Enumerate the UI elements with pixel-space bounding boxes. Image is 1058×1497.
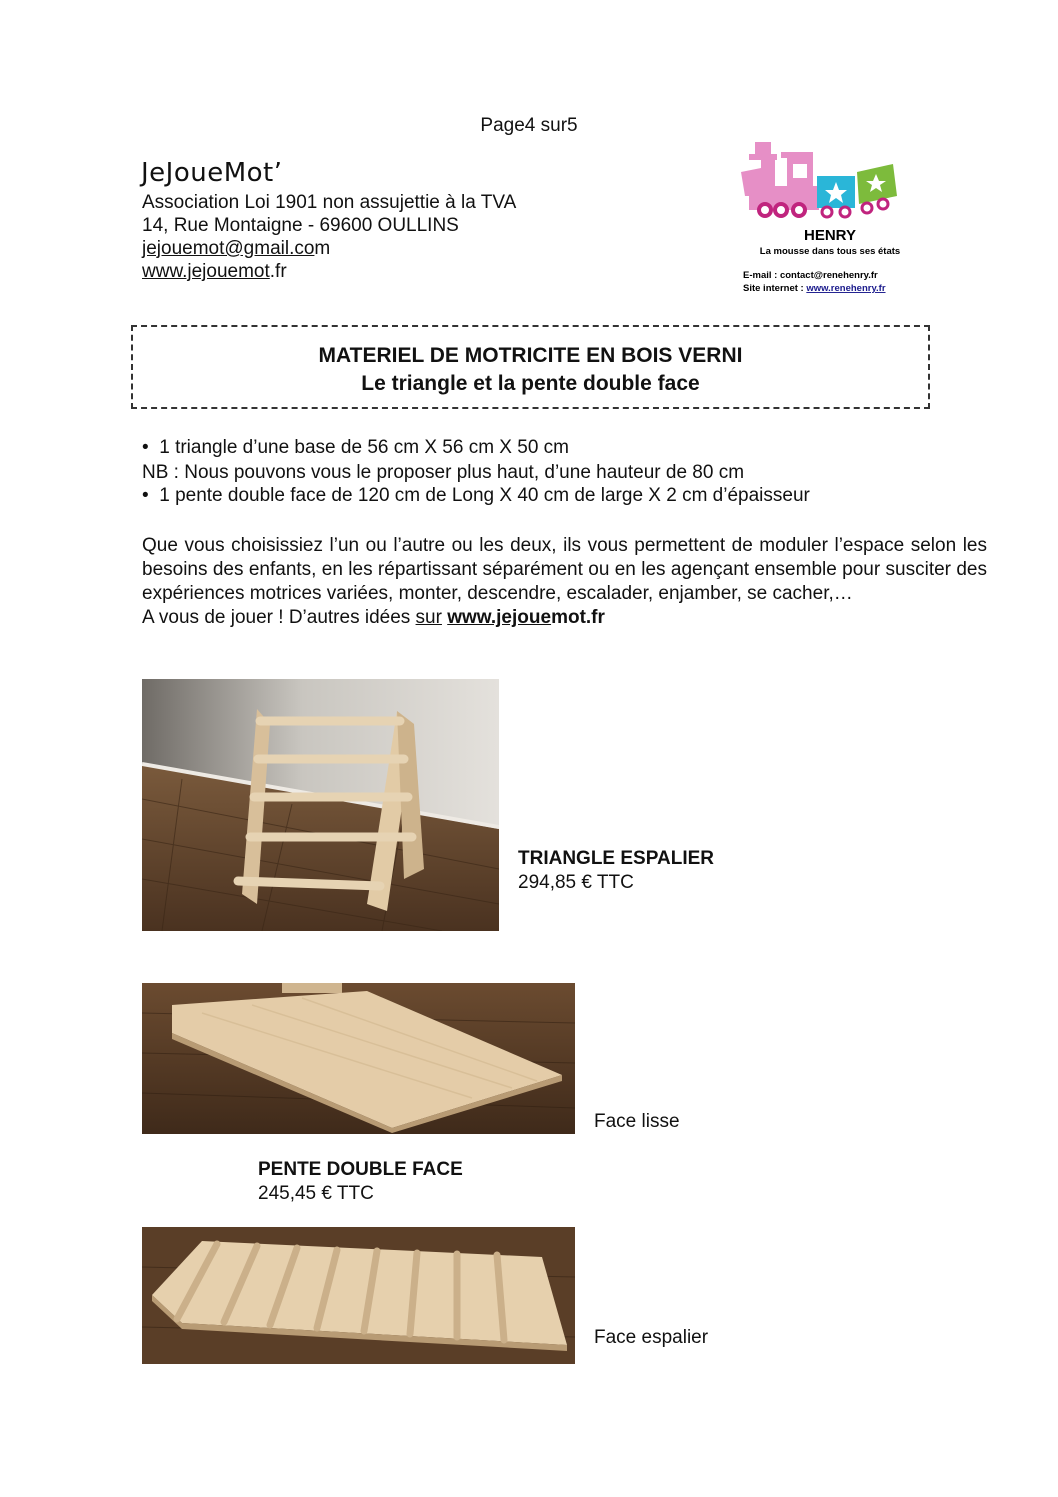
description-paragraph xyxy=(142,534,987,630)
spec-bullet-1 xyxy=(142,437,569,459)
title-box xyxy=(131,325,930,409)
triangle-photo xyxy=(142,679,499,931)
logo-email: E-mail : contact@renehenry.fr xyxy=(743,270,878,281)
cta-link-rest[interactable]: mot.fr xyxy=(551,607,605,628)
triangle-photo-image xyxy=(142,679,499,931)
logo-brand: HENRY xyxy=(804,227,856,244)
pente-name: PENTE DOUBLE FACE xyxy=(258,1159,463,1180)
logo-site-label: Site internet : xyxy=(743,283,807,294)
title-line-1: MATERIEL DE MOTRICITE EN BOIS VERNI xyxy=(318,344,743,367)
description-text: Que vous choisissiez l’un ou l’autre ou les deux, ils vous permettent de moduler l’espace selon les besoins des enfants, en les répartissant séparément ou en les agençant ensemble pour susciter des expériences motrices variées, monter, descendre, escalader, enjamber, se cacher,… xyxy=(142,535,987,604)
org-website[interactable] xyxy=(142,260,287,283)
website-rest: .fr xyxy=(269,261,287,282)
face-espalier-caption: Face espalier xyxy=(594,1327,709,1348)
cta-prefix: A vous de jouer ! D’autres idées xyxy=(142,607,416,628)
org-address: 14, Rue Montaigne - 69600 OULLINS xyxy=(142,215,459,236)
bullet-icon: • xyxy=(142,485,149,506)
org-name: JeJoueMot’ xyxy=(141,158,283,188)
title-line-2: Le triangle et la pente double face xyxy=(361,372,700,395)
spec-bullet-1-text: 1 triangle d’une base de 56 cm X 56 cm X 50 cm xyxy=(159,437,569,458)
email-link[interactable]: jejouemot@gmail.co xyxy=(142,238,315,259)
cta-link[interactable]: www.jejoue xyxy=(447,607,552,628)
cta-sur: sur xyxy=(415,607,442,628)
logo-site xyxy=(743,283,886,294)
logo-tagline: La mousse dans tous ses états xyxy=(759,246,901,257)
org-email[interactable] xyxy=(142,237,330,260)
spec-nb: NB : Nous pouvons vous le proposer plus haut, d’une hauteur de 80 cm xyxy=(142,462,745,483)
page-number: Page4 sur5 xyxy=(480,115,578,136)
email-rest: m xyxy=(314,238,331,259)
pente-lisse-photo xyxy=(142,983,575,1134)
face-lisse-caption: Face lisse xyxy=(594,1111,680,1132)
henry-logo xyxy=(735,134,915,300)
triangle-price: 294,85 € TTC xyxy=(518,872,634,893)
website-link[interactable]: www.jejouemot xyxy=(142,261,270,282)
spec-bullet-2-text: 1 pente double face de 120 cm de Long X 40 cm de large X 2 cm d’épaisseur xyxy=(159,485,810,506)
bullet-icon: • xyxy=(142,437,149,458)
org-legal: Association Loi 1901 non assujettie à la TVA xyxy=(142,192,517,213)
triangle-name: TRIANGLE ESPALIER xyxy=(518,848,714,869)
pente-price: 245,45 € TTC xyxy=(258,1183,374,1204)
triangle-caption xyxy=(518,847,714,895)
logo-site-url: www.renehenry.fr xyxy=(806,283,886,294)
train-logo-icon xyxy=(735,134,915,300)
pente-espalier-photo xyxy=(142,1227,575,1364)
pente-lisse-image xyxy=(142,983,575,1134)
pente-espalier-image xyxy=(142,1227,575,1364)
spec-bullet-2 xyxy=(142,485,810,507)
pente-caption xyxy=(258,1158,463,1206)
description-cta xyxy=(142,606,987,630)
